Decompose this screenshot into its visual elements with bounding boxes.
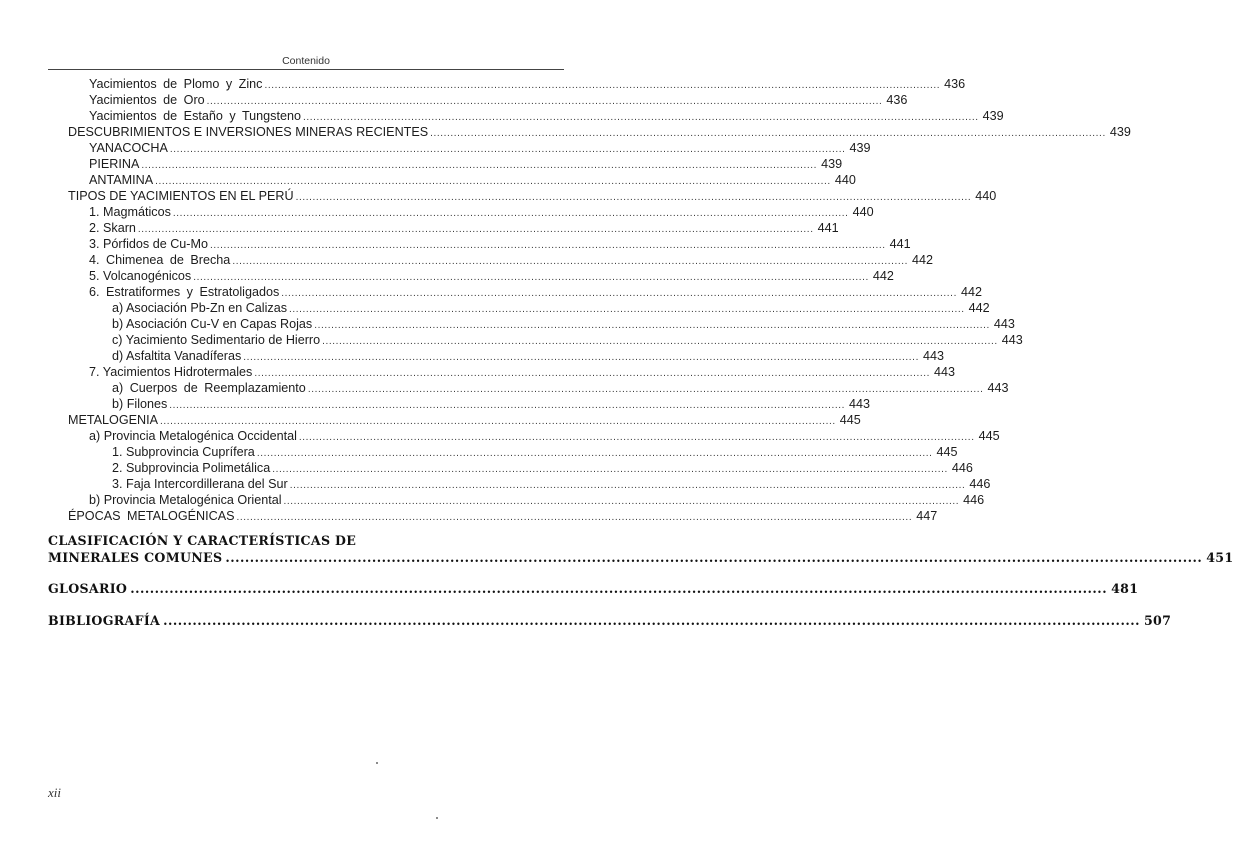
toc-entry[interactable] <box>112 301 990 317</box>
toc-entry[interactable] <box>89 205 874 221</box>
dot-leader: ........................................................................................................................................................................................................ <box>256 448 933 459</box>
toc-entry-title: d) Asfaltita Vanadíferas <box>112 349 242 363</box>
toc-entry-page: 445 <box>839 413 861 427</box>
toc-entry[interactable] <box>89 221 839 237</box>
toc-entry-page: 439 <box>982 109 1004 123</box>
toc-entry-title: DESCUBRIMIENTOS E INVERSIONES MINERAS RECIENTES <box>68 125 429 139</box>
header-rule <box>48 69 564 70</box>
dot-leader: ........................................................................................................................................................................................................ <box>169 144 846 155</box>
toc-entry-title: 5. Volcanogénicos <box>89 269 192 283</box>
toc-entry[interactable] <box>89 157 843 173</box>
toc-entry[interactable] <box>112 381 1009 397</box>
toc-entry-page: 441 <box>817 221 839 235</box>
chapter-page: 481 <box>1111 581 1139 596</box>
toc-entry-title: PIERINA <box>89 157 140 171</box>
toc-entry[interactable] <box>89 173 856 189</box>
toc-entry-page: 442 <box>912 253 934 267</box>
toc-entry-page: 440 <box>834 173 856 187</box>
toc-entry[interactable] <box>89 77 966 93</box>
toc-entry[interactable] <box>68 125 1131 141</box>
toc-entry-title: 2. Skarn <box>89 221 136 235</box>
toc-entry[interactable] <box>89 493 985 509</box>
toc-entry-page: 443 <box>934 365 956 379</box>
toc-entry-page: 440 <box>852 205 874 219</box>
toc-entry[interactable] <box>112 333 1023 349</box>
toc-entry[interactable] <box>112 477 991 493</box>
toc-entry[interactable] <box>68 413 861 429</box>
chapter-entry-bibliografia[interactable] <box>48 612 1172 629</box>
chapter-entry-glosario[interactable] <box>48 580 1139 597</box>
dot-leader: ........................................................................................................................................................................................................ <box>322 336 998 347</box>
toc-entry-page: 439 <box>821 157 843 171</box>
toc-entry[interactable] <box>112 349 944 365</box>
scan-speck <box>376 762 378 764</box>
toc-entry[interactable] <box>89 109 1004 125</box>
toc-entry[interactable] <box>89 237 911 253</box>
chapter-title: BIBLIOGRAFÍA <box>48 613 161 628</box>
toc-entry-page: 443 <box>993 317 1015 331</box>
toc-entry-title: Yacimientos de Plomo y Zinc <box>89 77 263 91</box>
toc-entry[interactable] <box>89 253 934 269</box>
toc-entry-page: 446 <box>951 461 973 475</box>
dot-leader: ........................................................................................................................................................................................................ <box>225 550 1203 565</box>
toc-entry-page: 445 <box>978 429 1000 443</box>
toc-entry-page: 441 <box>889 237 911 251</box>
toc-entry-page: 442 <box>872 269 894 283</box>
toc-entry-page: 436 <box>886 93 908 107</box>
dot-leader: ........................................................................................................................................................................................................ <box>430 128 1106 139</box>
toc-entry-page: 445 <box>936 445 958 459</box>
toc-entry-title: a) Cuerpos de Reemplazamiento <box>112 381 306 395</box>
chapter-title-line1: CLASIFICACIÓN Y CARACTERÍSTICAS DE <box>48 533 357 548</box>
toc-entry-title: TIPOS DE YACIMIENTOS EN EL PERÚ <box>68 189 294 203</box>
toc-entry-page: 442 <box>960 285 982 299</box>
toc-entry-title: ANTAMINA <box>89 173 154 187</box>
toc-entry-title: Yacimientos de Estaño y Tungsteno <box>89 109 301 123</box>
chapter-entry-clasificacion[interactable] <box>48 532 1233 566</box>
toc-entry[interactable] <box>89 429 1000 445</box>
toc-entry-title: b) Provincia Metalogénica Oriental <box>89 493 282 507</box>
toc-entry-title: 1. Subprovincia Cuprífera <box>112 445 255 459</box>
dot-leader: ........................................................................................................................................................................................................ <box>243 352 919 363</box>
dot-leader: ........................................................................................................................................................................................................ <box>254 368 930 379</box>
toc-entry[interactable] <box>112 445 958 461</box>
toc-entry-page: 436 <box>944 77 966 91</box>
toc-entry-title: 3. Faja Intercordillerana del Sur <box>112 477 288 491</box>
toc-entry[interactable] <box>68 509 938 525</box>
toc-entry-page: 443 <box>848 397 870 411</box>
toc-entry-title: b) Asociación Cu-V en Capas Rojas <box>112 317 313 331</box>
dot-leader: ........................................................................................................................................................................................................ <box>141 160 818 171</box>
toc-entry-title: c) Yacimiento Sedimentario de Hierro <box>112 333 321 347</box>
chapter-title: MINERALES COMUNES <box>48 550 223 565</box>
toc-entry[interactable] <box>89 269 894 285</box>
toc-entry-page: 446 <box>969 477 991 491</box>
dot-leader: ........................................................................................................................................................................................................ <box>281 288 957 299</box>
toc-entry-page: 446 <box>963 493 985 507</box>
toc-entry-page: 439 <box>1109 125 1131 139</box>
toc-entry-title: a) Provincia Metalogénica Occidental <box>89 429 297 443</box>
toc-entry-page: 439 <box>849 141 871 155</box>
toc-entry-title: b) Filones <box>112 397 168 411</box>
toc-entry[interactable] <box>89 93 908 109</box>
toc-entry-title: 6. Estratiformes y Estratoligados <box>89 285 280 299</box>
dot-leader: ........................................................................................................................................................................................................ <box>130 581 1108 596</box>
dot-leader: ........................................................................................................................................................................................................ <box>210 240 886 251</box>
dot-leader: ........................................................................................................................................................................................................ <box>314 320 990 331</box>
dot-leader: ........................................................................................................................................................................................................ <box>295 192 972 203</box>
dot-leader: ........................................................................................................................................................................................................ <box>169 400 845 411</box>
toc-entry-title: 1. Magmáticos <box>89 205 171 219</box>
dot-leader: ........................................................................................................................................................................................................ <box>232 256 908 267</box>
toc-entry[interactable] <box>112 461 973 477</box>
dot-leader: ........................................................................................................................................................................................................ <box>155 176 831 187</box>
toc-entry-page: 443 <box>1001 333 1023 347</box>
toc-entry-page: 443 <box>922 349 944 363</box>
scan-speck <box>436 817 438 819</box>
toc-entry[interactable] <box>68 189 997 205</box>
toc-entry-title: Yacimientos de Oro <box>89 93 205 107</box>
toc-entry-page: 442 <box>968 301 990 315</box>
dot-leader: ........................................................................................................................................................................................................ <box>137 224 814 235</box>
dot-leader: ........................................................................................................................................................................................................ <box>206 96 883 107</box>
toc-entry-title: 2. Subprovincia Polimetálica <box>112 461 271 475</box>
toc-entry-title: 3. Pórfidos de Cu-Mo <box>89 237 208 251</box>
dot-leader: ........................................................................................................................................................................................................ <box>264 80 941 91</box>
dot-leader: ........................................................................................................................................................................................................ <box>283 496 960 507</box>
toc-entry[interactable] <box>89 285 982 301</box>
toc-entry[interactable] <box>89 365 956 381</box>
chapter-page: 451 <box>1206 550 1233 565</box>
toc-entry-page: 443 <box>987 381 1009 395</box>
page-header: Contenido <box>282 55 330 67</box>
toc-entry-title: 4. Chimenea de Brecha <box>89 253 231 267</box>
toc-entry[interactable] <box>89 141 871 157</box>
dot-leader: ........................................................................................................................................................................................................ <box>193 272 869 283</box>
toc-entry[interactable] <box>112 317 1015 333</box>
dot-leader: ........................................................................................................................................................................................................ <box>289 304 965 315</box>
dot-leader: ........................................................................................................................................................................................................ <box>289 480 966 491</box>
dot-leader: ........................................................................................................................................................................................................ <box>307 384 984 395</box>
toc-entry-page: 440 <box>975 189 997 203</box>
chapter-page: 507 <box>1143 613 1172 628</box>
dot-leader: ........................................................................................................................................................................................................ <box>303 112 979 123</box>
dot-leader: ........................................................................................................................................................................................................ <box>163 613 1140 628</box>
toc-entry-title: a) Asociación Pb-Zn en Calizas <box>112 301 287 315</box>
dot-leader: ........................................................................................................................................................................................................ <box>236 512 913 523</box>
toc-entry-title: 7. Yacimientos Hidrotermales <box>89 365 253 379</box>
chapter-title: GLOSARIO <box>48 581 128 596</box>
dot-leader: ........................................................................................................................................................................................................ <box>272 464 948 475</box>
toc-entry-page: 447 <box>916 509 938 523</box>
toc-entry-title: YANACOCHA <box>89 141 168 155</box>
dot-leader: ........................................................................................................................................................................................................ <box>172 208 849 219</box>
dot-leader: ........................................................................................................................................................................................................ <box>160 416 836 427</box>
toc-entry-title: ÉPOCAS METALOGÉNICAS <box>68 509 235 523</box>
page-folio: xii <box>48 785 61 800</box>
toc-entry[interactable] <box>112 397 870 413</box>
dot-leader: ........................................................................................................................................................................................................ <box>298 432 975 443</box>
toc-entry-title: METALOGENIA <box>68 413 159 427</box>
